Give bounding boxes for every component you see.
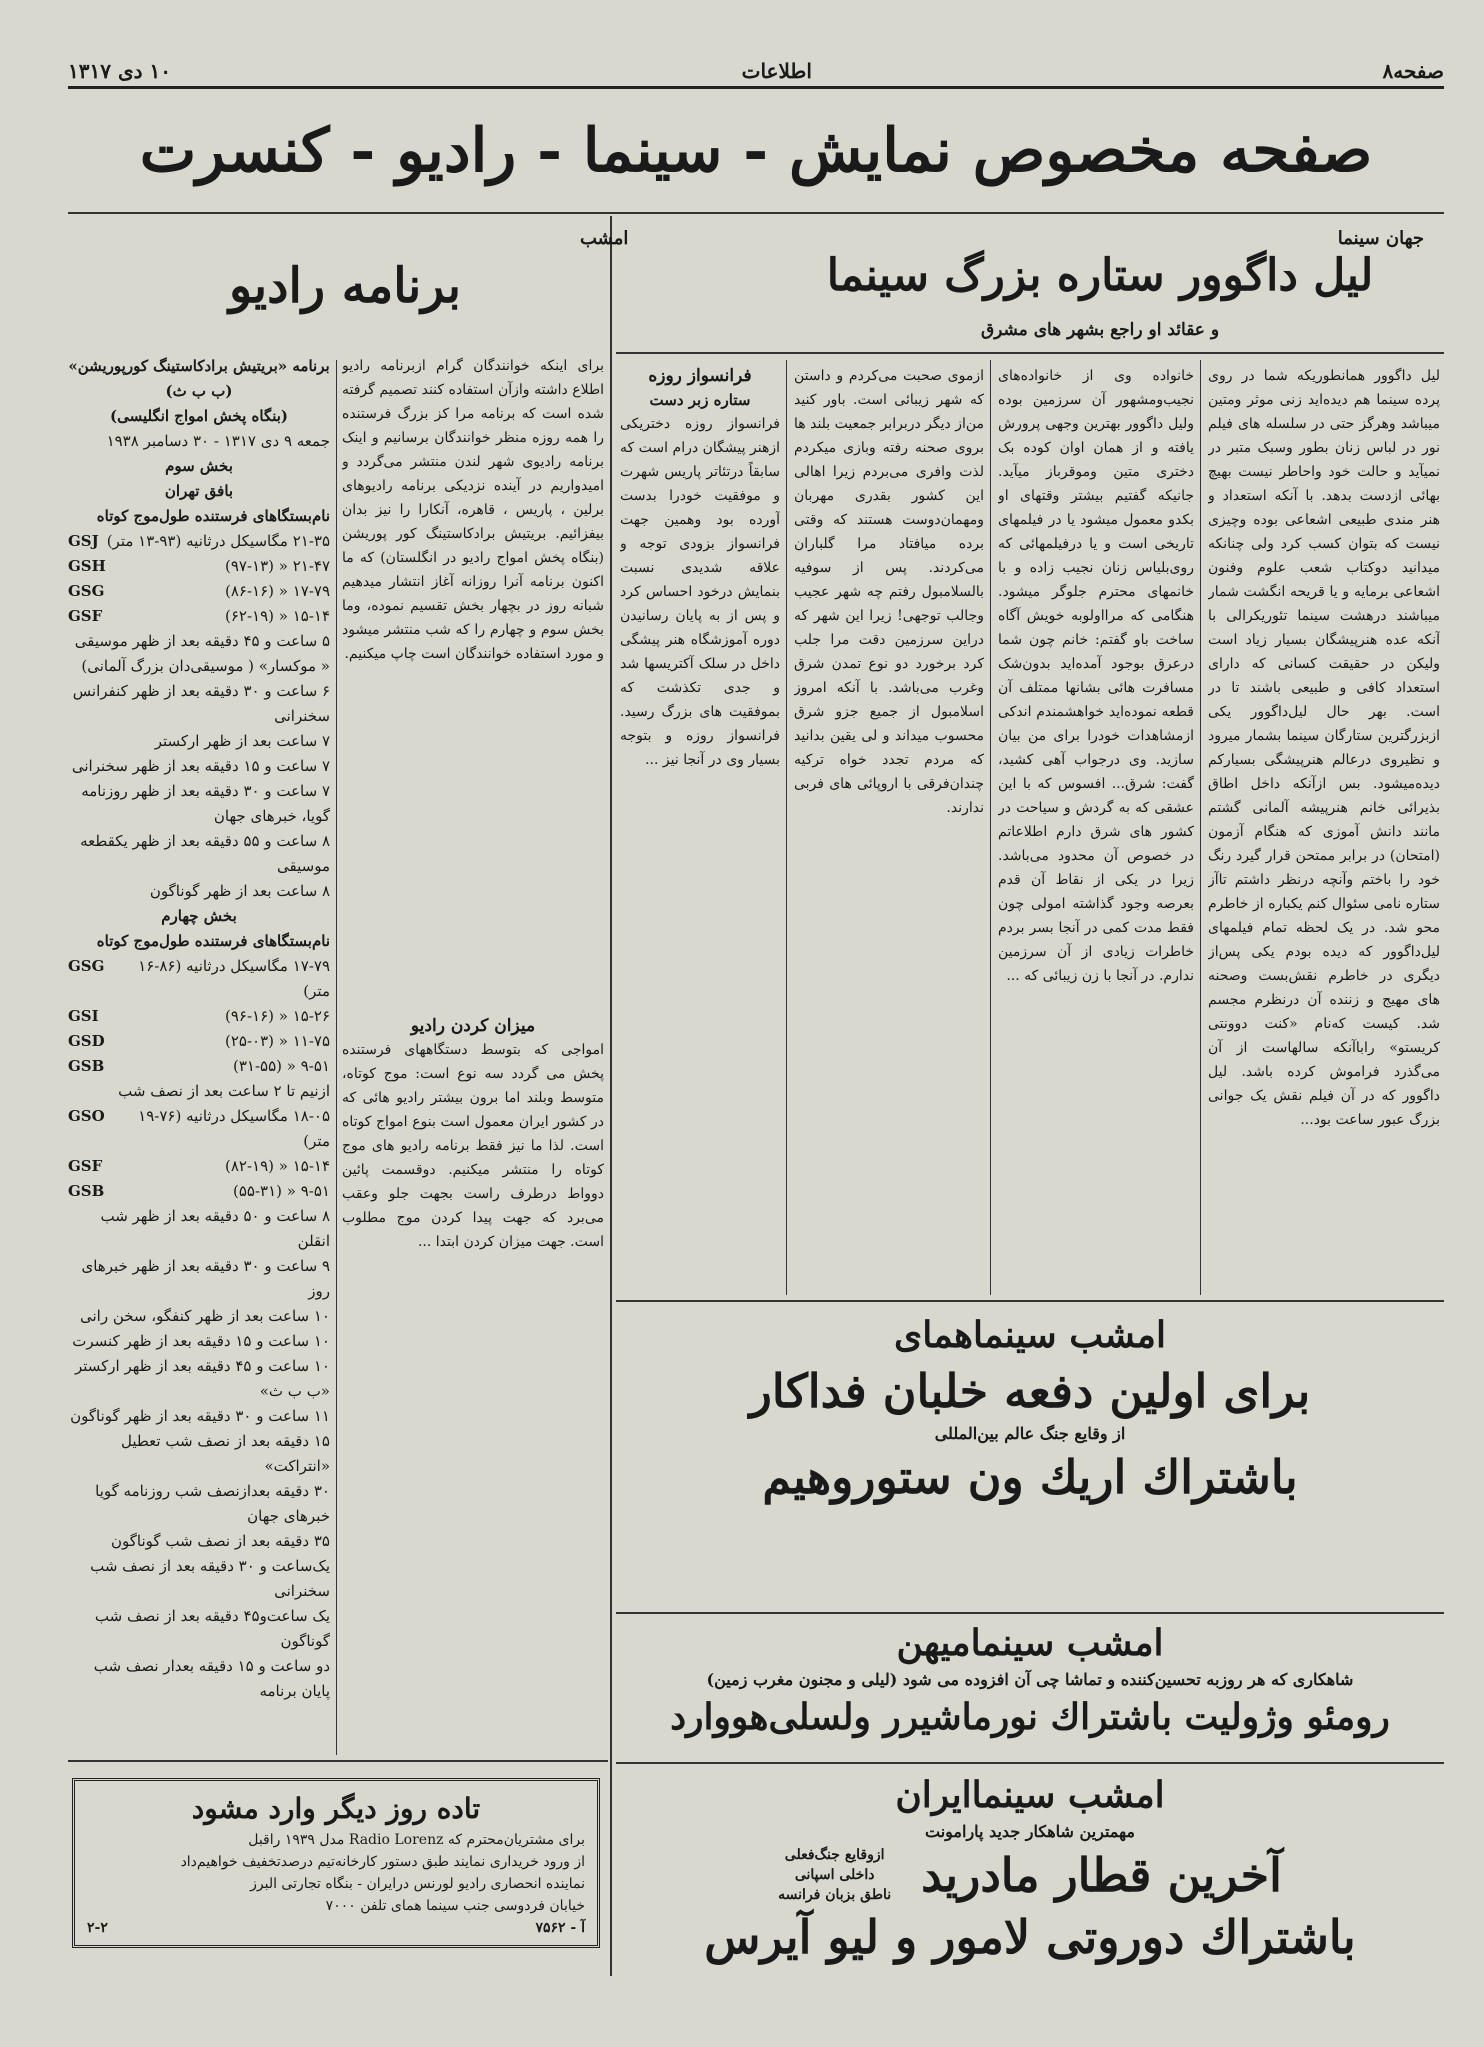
schedule-item: ۱۰ ساعت بعد از ظهر کنفگو، سخن رانی: [79, 1307, 330, 1325]
ad-cinema-iran: [620, 1770, 1440, 1968]
radio-lorenz-ad: [72, 1778, 600, 1948]
francoise-rosay-subheading: ستاره زبر دست: [649, 391, 751, 409]
ad3-side1: ازوقایع جنگ‌فعلی: [784, 1847, 885, 1863]
part3-heading: بخش سوم: [165, 457, 233, 475]
part4-heading: بخش چهارم: [161, 907, 237, 925]
station-row: ۱۵-۱۴ « (۸۲-۱۹) GSF: [68, 1157, 330, 1175]
ad1-line3: از وقایع جنگ عالم بین‌المللی: [934, 1424, 1126, 1443]
table-heading: نام‌بستگاهای فرستنده طول‌موج کوتاه: [96, 507, 330, 525]
ad2-line1: امشب سینمامیهن: [896, 1622, 1164, 1664]
ad1-line4: باشتراك اريك ون ستوروهيم: [762, 1450, 1298, 1504]
tonight-label: امشب: [580, 228, 629, 249]
schedule-code: (ب ب ث): [165, 382, 233, 400]
station-row: ۱۵-۱۴ « (۶۲-۱۹) GSF: [68, 607, 330, 625]
schedule-item: ۸ ساعت و ۵۰ دقیقه بعد از ظهر شب انقلن: [100, 1207, 330, 1250]
ad1-line1: امشب سینماهمای: [894, 1314, 1166, 1356]
schedule-date: جمعه ۹ دی ۱۳۱۷ - ۳۰ دسامبر ۱۹۳۸: [106, 432, 330, 450]
station-row: ۱۷-۷۹ مگاسیکل درثانیه (۸۶-۱۶ متر) GSG: [68, 957, 330, 1000]
lorenz-body4: خیابان فردوسی جنب سینما همای تلفن ۷۰۰۰: [325, 1898, 585, 1914]
lorenz-body1: برای مشتریان‌محترم که Radio Lorenz مدل ۱۹۳۹ راقبل: [248, 1832, 585, 1848]
station-row: ۲۱-۴۷ « (۹۷-۱۳) GSH: [68, 557, 330, 575]
cinema-col-4: [620, 364, 780, 1294]
ad3-side-notes: [778, 1845, 891, 1905]
page-number: صفحه۸: [1382, 59, 1444, 83]
schedule-item: ۸ ساعت بعد از ظهر گوناگون: [149, 882, 330, 900]
schedule-title: برنامه «بریتیش برادکاستینگ کورپوریشن»: [68, 357, 330, 375]
ad3-line4: باشتراك دوروتی لامور و لیو آیرس: [704, 1910, 1356, 1964]
newspaper-name: اطلاعات: [741, 59, 812, 83]
bbc-schedule: [68, 354, 330, 1754]
ad3-line1: امشب سینماایران: [895, 1774, 1165, 1816]
schedule-item: ۷ ساعت و ۱۵ دقیقه بعد از ظهر سخنرانی: [71, 757, 330, 775]
col-divider-2: [990, 360, 991, 1295]
ad3-line2: مهمترین شاهکار جدید پارامونت: [925, 1822, 1135, 1841]
midnight-note: ازنیم تا ۲ ساعت بعد از نصف شب: [118, 1082, 330, 1100]
cinema-col-3: [794, 364, 984, 1294]
schedule-item: ۷ ساعت بعد از ظهر ارکستر: [154, 732, 330, 750]
lorenz-body2: از ورود خریداری نمایند طبق دستور کارخانه‌تیم‌ در‌صدتخفیف خواهیم‌داد: [180, 1854, 585, 1870]
station-row: ۹-۵۱ « (۳۱-۵۵) GSB: [68, 1057, 330, 1075]
ad-cinema-homa: [620, 1310, 1440, 1508]
ad2-bottom-rule: [616, 1762, 1444, 1764]
radio-tuning-column: [342, 1014, 604, 1754]
lorenz-headline: تاده روز دیگر وارد مشود: [191, 1792, 481, 1825]
ad3-line3: آخرین قطار مادرید: [921, 1848, 1282, 1902]
lorenz-footer: [87, 1917, 585, 1939]
col-divider-3: [786, 360, 787, 1295]
issue-date: ۱۰ دی ۱۳۱۷: [68, 59, 171, 83]
francoise-rosay-heading: فرانسواز روزه: [648, 366, 752, 386]
ad1-bottom-rule: [616, 1612, 1444, 1614]
ad-cinema-mihan: [620, 1618, 1440, 1742]
francoise-rosay-text: فرانسواز روزه دختریکی ازهنر پیشگان درام است که سابقاً درتئاتر پاریس شهرت و موفقیت خودرا بدست آورده بود وهمین جهت فرانسواز بزودی توجه و علاقه شدیدی نسبت بنمایش درخود احساس کرد و پس از به پایان رسانیدن دوره آموزشگاه هنر پیشگی داخل در سلک آکتریسها شد و جدی تکذشت که بموفقیت های بزرگ رسید. فرانسواز روزه و بتوجه بسیار وی در آنجا نیز ...: [620, 416, 780, 768]
ad1-line2: برای اولین دفعه خلبان فداکار: [749, 1364, 1311, 1418]
schedule-item: ۱۰ ساعت و ۴۵ دقیقه بعد از ظهر ارکستر «ب ب ث»: [74, 1357, 330, 1400]
ad2-line3: رومئو وژولیت باشتراك نورماشیرر ولسلی‌هووارد: [670, 1696, 1390, 1738]
station-row: ۱۵-۲۶ « (۹۶-۱۶) GSI: [68, 1007, 330, 1025]
table-heading: نام‌بستگاهای فرستنده طول‌موج کوتاه: [96, 932, 330, 950]
cinema-col-1: لیل داگوور همانطوریکه شما در روی پرده سینما هم دیده‌اید زنی موثر ومتین میباشد وهرگز حتی در سلسله های فیلم نور در لباس زنان بطور وسبک متبر در نمیآید و حالت خود واحاطر نیست بهیچ بهائی ازدست بدهد. با آنکه استعداد و هنر مندی طبیعی اشعاعی بوده وچیزی نیست که بتوان کسب کرد ولی چنانکه میدانید دوکتاب شعب علوم وفنون اشعاعی برمایه و یا قریحه انگشت شمار میباشند درهشت سینما تئوریکرالی با آنکه عده هنرپیشگان بسیار زیاد است ولیکن در حقیقت کسانی که دارای استعداد کافی و طبیعی باشند تا در است. بهر حال لیل‌داگوور یکی ازبزرگترین ستارگان سینما بشمار میرود و نظیروی درعالم هنرپیشگی بسیارکم دیده‌میشود. بس ازآنکه داخل اطاق بذیرائی خانم هنرپیشه آلمانی گشتم مانند دانش آموزی که هنگام آزمون (امتحان) در برابر ممتحن قرار گیرد رنگ خود را باختم وآنچه درنظر داشتم تاآز ستاره نامی سئوال کنم یکباره از خاطرم محو شد. در یک لحظه تمام فیلمهای لیل‌داگوور که دیده بودم یکی پس‌از دیگری در خاطرم نقش‌بست وصحنه های مهیج و زننده آن درنظرم مجسم شد. کیست که‌نام «کنت دوونتی کریستو» راباآنکه سالهاست از آن می‌گذرد فراموش کرده باشد. لیل داگوور که در آن فیلم نقش یک جوانی بزرگ عبور ساعت بود...: [1208, 368, 1440, 1128]
lorenz-code-right: آ - ۷۵۶۲: [535, 1920, 585, 1936]
cinema-col-3-text: ازموی صحبت می‌کردم و داستن که شهر زیبائی است. باور کنید من‌از دیگر دربرابر جمعیت بلند ها بروی صحنه رفته وبازی میکردم لذت وافری می‌بردم زیرا اهالی این کشور بقدری مهربان ومهمان‌دوست هستند که وقتی برده میافتاد مرا گلباران می‌کردند. پس از سوفیه بالسلامبول رفتم چه شهر عجیب وجالب توجهی! زیرا این شهر که دراین سرزمین دقت مرا جلب کرد برخورد دو نوع تمدن شرق وغرب می‌باشد. با آنکه امروز اسلامبول از جمیع جزو شرق محسوب میداند و لی یقین بدانید که مردم تجدد خواه ترکیه چندان‌فرقی با اروپائی های فربی ندارند.: [794, 368, 984, 816]
lorenz-code-left: ۲-۲: [87, 1920, 108, 1936]
cinema-col-2: خانواده وی از خانواده‌های نجیب‌ومشهور آن سرزمین بوده ولیل داگوور بهترین وجهی پرورش یافته و از همان اوان کوده بک دختری متین وموقرباز میآید. جانیکه گفتیم بیشتر وقتهای او بکدو معمول میشود یا در فیلمهای تاریخی است و یا درفیلمهائی که روی‌بلیاس زنان نجیب زاده و با خانمهای محترم جلوگر میشود. هنگامی که مرااولوبه خویش آگاه ساخت باو گفتم: خانم چون شما درعرق بوجود آمده‌اید بدون‌شک مسافرت هائی بشانها ممتلف آن قطعه نموده‌اید خواهشمندم اندکی ازمشاهدات خودرا برای من بیان سازید. وی درجواب آهی کشید، گفت: شرق... افسوس که با این عشقی که به گردش و سیاحت در کشور های شرق دارم اطلاعاتم در خصوص آن محدود می‌باشد. زیرا در یکی از نقاط آن قدم بعرصه وجود گذاشته امولی چون فقط مدت کمی در آنجا بسر بردم خاطرات زیادی از آن سرزمین ندارم. در آنجا با زن زیبائی که ...: [998, 368, 1194, 984]
col-divider-4: [336, 360, 337, 1755]
ad2-line2: شاهکاری که هر روزبه تحسین‌کننده و تماشا چی آن افزوده می شود (لیلی و مجنون مغرب زمین): [706, 1670, 1354, 1689]
page-banner: صفحه مخصوص نمایش - سینما - رادیو - کنسرت: [139, 116, 1373, 186]
radio-intro: برای اینکه خوانندگان گرام ازبرنامه رادیو اطلاع داشته وازآن استفاده کنند تصمیم گرفته شده است که برنامه مرا کز بزرگ فرستنده را همه روزه منظر خوانندگان برسانیم و اینک برنامه رادیوی شهر لندن منتشر می‌گردد و امیدواریم در آینده نزدیکی برنامه رادیوهای برلین ، پاریس ، قاهره، آنکارا را نیز بدان بیفزائیم. بریتیش برادکاستینگ کور پوریشن (بنگاه پخش امواج رادیو در انگلستان) که ما اکنون برنامه آنرا روزانه آغاز انتشار میدهیم شبانه روز در بچهار بخش تقسیم نموده، وما بخش سوم و چهارم را که شب منتشر میشود و مورد استفاده خوانندگان است چاپ میکنیم.: [342, 358, 604, 662]
cinema-section-label: جهان سینما: [1337, 228, 1424, 249]
station-row: ۱۸-۰۵ مگاسیکل درثانیه (۷۶-۱۹ متر) GSO: [68, 1107, 330, 1150]
station-row: ۲۱-۳۵ مگاسیکل درثانیه (۹۳-۱۳ متر) GSJ: [68, 532, 330, 550]
schedule-item: ۶ ساعت و ۳۰ دقیقه بعد از ظهر کنفرانس سخنرانی: [72, 682, 330, 725]
station-row: ۱۷-۷۹ « (۸۶-۱۶) GSG: [68, 582, 330, 600]
radio-bottom-rule: [68, 1760, 608, 1762]
cinema-bottom-rule: [616, 1300, 1444, 1302]
station-row: ۹-۵۱ « (۵۵-۳۱) GSB: [68, 1182, 330, 1200]
col-divider-1: [1200, 360, 1201, 1295]
radio-program-title: برنامه رادیو: [228, 258, 462, 314]
schedule-item: ۳۰ دقیقه بعدازنصف شب روزنامه گویا خبرهای جهان: [95, 1482, 330, 1525]
schedule-item: ۱۵ دقیقه بعد از نصف شب تعطیل «انتراکت»: [120, 1432, 330, 1475]
schedule-station: (بنگاه پخش امواج انگلیسی): [109, 407, 289, 425]
radio-tuning-text: امواجی که بتوسط دستگاههای فرستنده پخش می گردد سه نوع است: موج کوتاه، متوسط وبلند اما برون بیشتر رادیو هائی که در کشور ایران معمول است بنوع امواج کوتاه است. لذا ما نیز فقط برنامه رادیو های موج کوتاه را منتشر میکنیم. دوقسمت پائین دوواط درطرف راست بجهت جلو وعقب می‌برد که جهت پیدا کردن موج مطلوب است. جهت میزان کردن ابتدا ...: [342, 1042, 604, 1250]
schedule-item: ۸ ساعت و ۵۵ دقیقه بعد از ظهر یکقطعه موسیقی: [80, 832, 330, 875]
cinema-article-subtitle: و عقائد او راجع بشهر های مشرق: [980, 320, 1220, 340]
station-row: ۱۱-۷۵ « (۲۵-۰۳) GSD: [68, 1032, 330, 1050]
schedule-item: یک‌ساعت و ۳۰ دقیقه بعد از نصف شب سخنرانی: [90, 1557, 330, 1600]
schedule-item: ۳۵ دقیقه بعد از نصف شب گوناگون: [111, 1532, 330, 1550]
schedule-item: یک ساعت‌و۴۵ دقیقه بعد از نصف شب گوناگون: [94, 1607, 330, 1650]
cinema-article-title: لیل داگوور ستاره بزرگ سینما: [826, 250, 1374, 301]
ad3-side3: ناطق بزبان فرانسه: [778, 1887, 892, 1903]
schedule-item: ۵ ساعت و ۴۵ دقیقه بعد از ظهر موسیقی « موکسار» ( موسیقی‌دان بزرگ آلمانی): [74, 632, 330, 675]
schedule-item: دو ساعت و ۱۵ دقیقه بعدار نصف شب پایان برنامه: [93, 1657, 330, 1700]
schedule-item: ۱۰ ساعت و ۱۵ دقیقه بعد از ظهر کنسرت: [72, 1332, 330, 1350]
section-divider: [610, 216, 612, 1976]
schedule-item: ۹ ساعت و ۳۰ دقیقه بعد از ظهر خبرهای روز: [81, 1257, 330, 1300]
radio-tuning-heading: میزان کردن رادیو: [410, 1016, 536, 1036]
cinema-head-rule: [616, 352, 1444, 354]
schedule-item: ۷ ساعت و ۳۰ دقیقه بعد از ظهر روزنامه گویا، خبرهای جهان: [81, 782, 330, 825]
ad3-middle-row: [620, 1844, 1440, 1906]
schedule-item: ۱۱ ساعت و ۳۰ دقیقه بعد از ظهر گوناگون: [70, 1407, 330, 1425]
banner-rule: [68, 212, 1444, 214]
part3-subheading: بافق تهران: [164, 482, 234, 500]
masthead-strip: [68, 56, 1444, 89]
ad3-side2: داخلی اسپانی: [794, 1867, 875, 1883]
lorenz-body3: نماینده انحصاری رادیو لورنس درایران - بنگاه تجارتی البرز: [250, 1876, 585, 1892]
